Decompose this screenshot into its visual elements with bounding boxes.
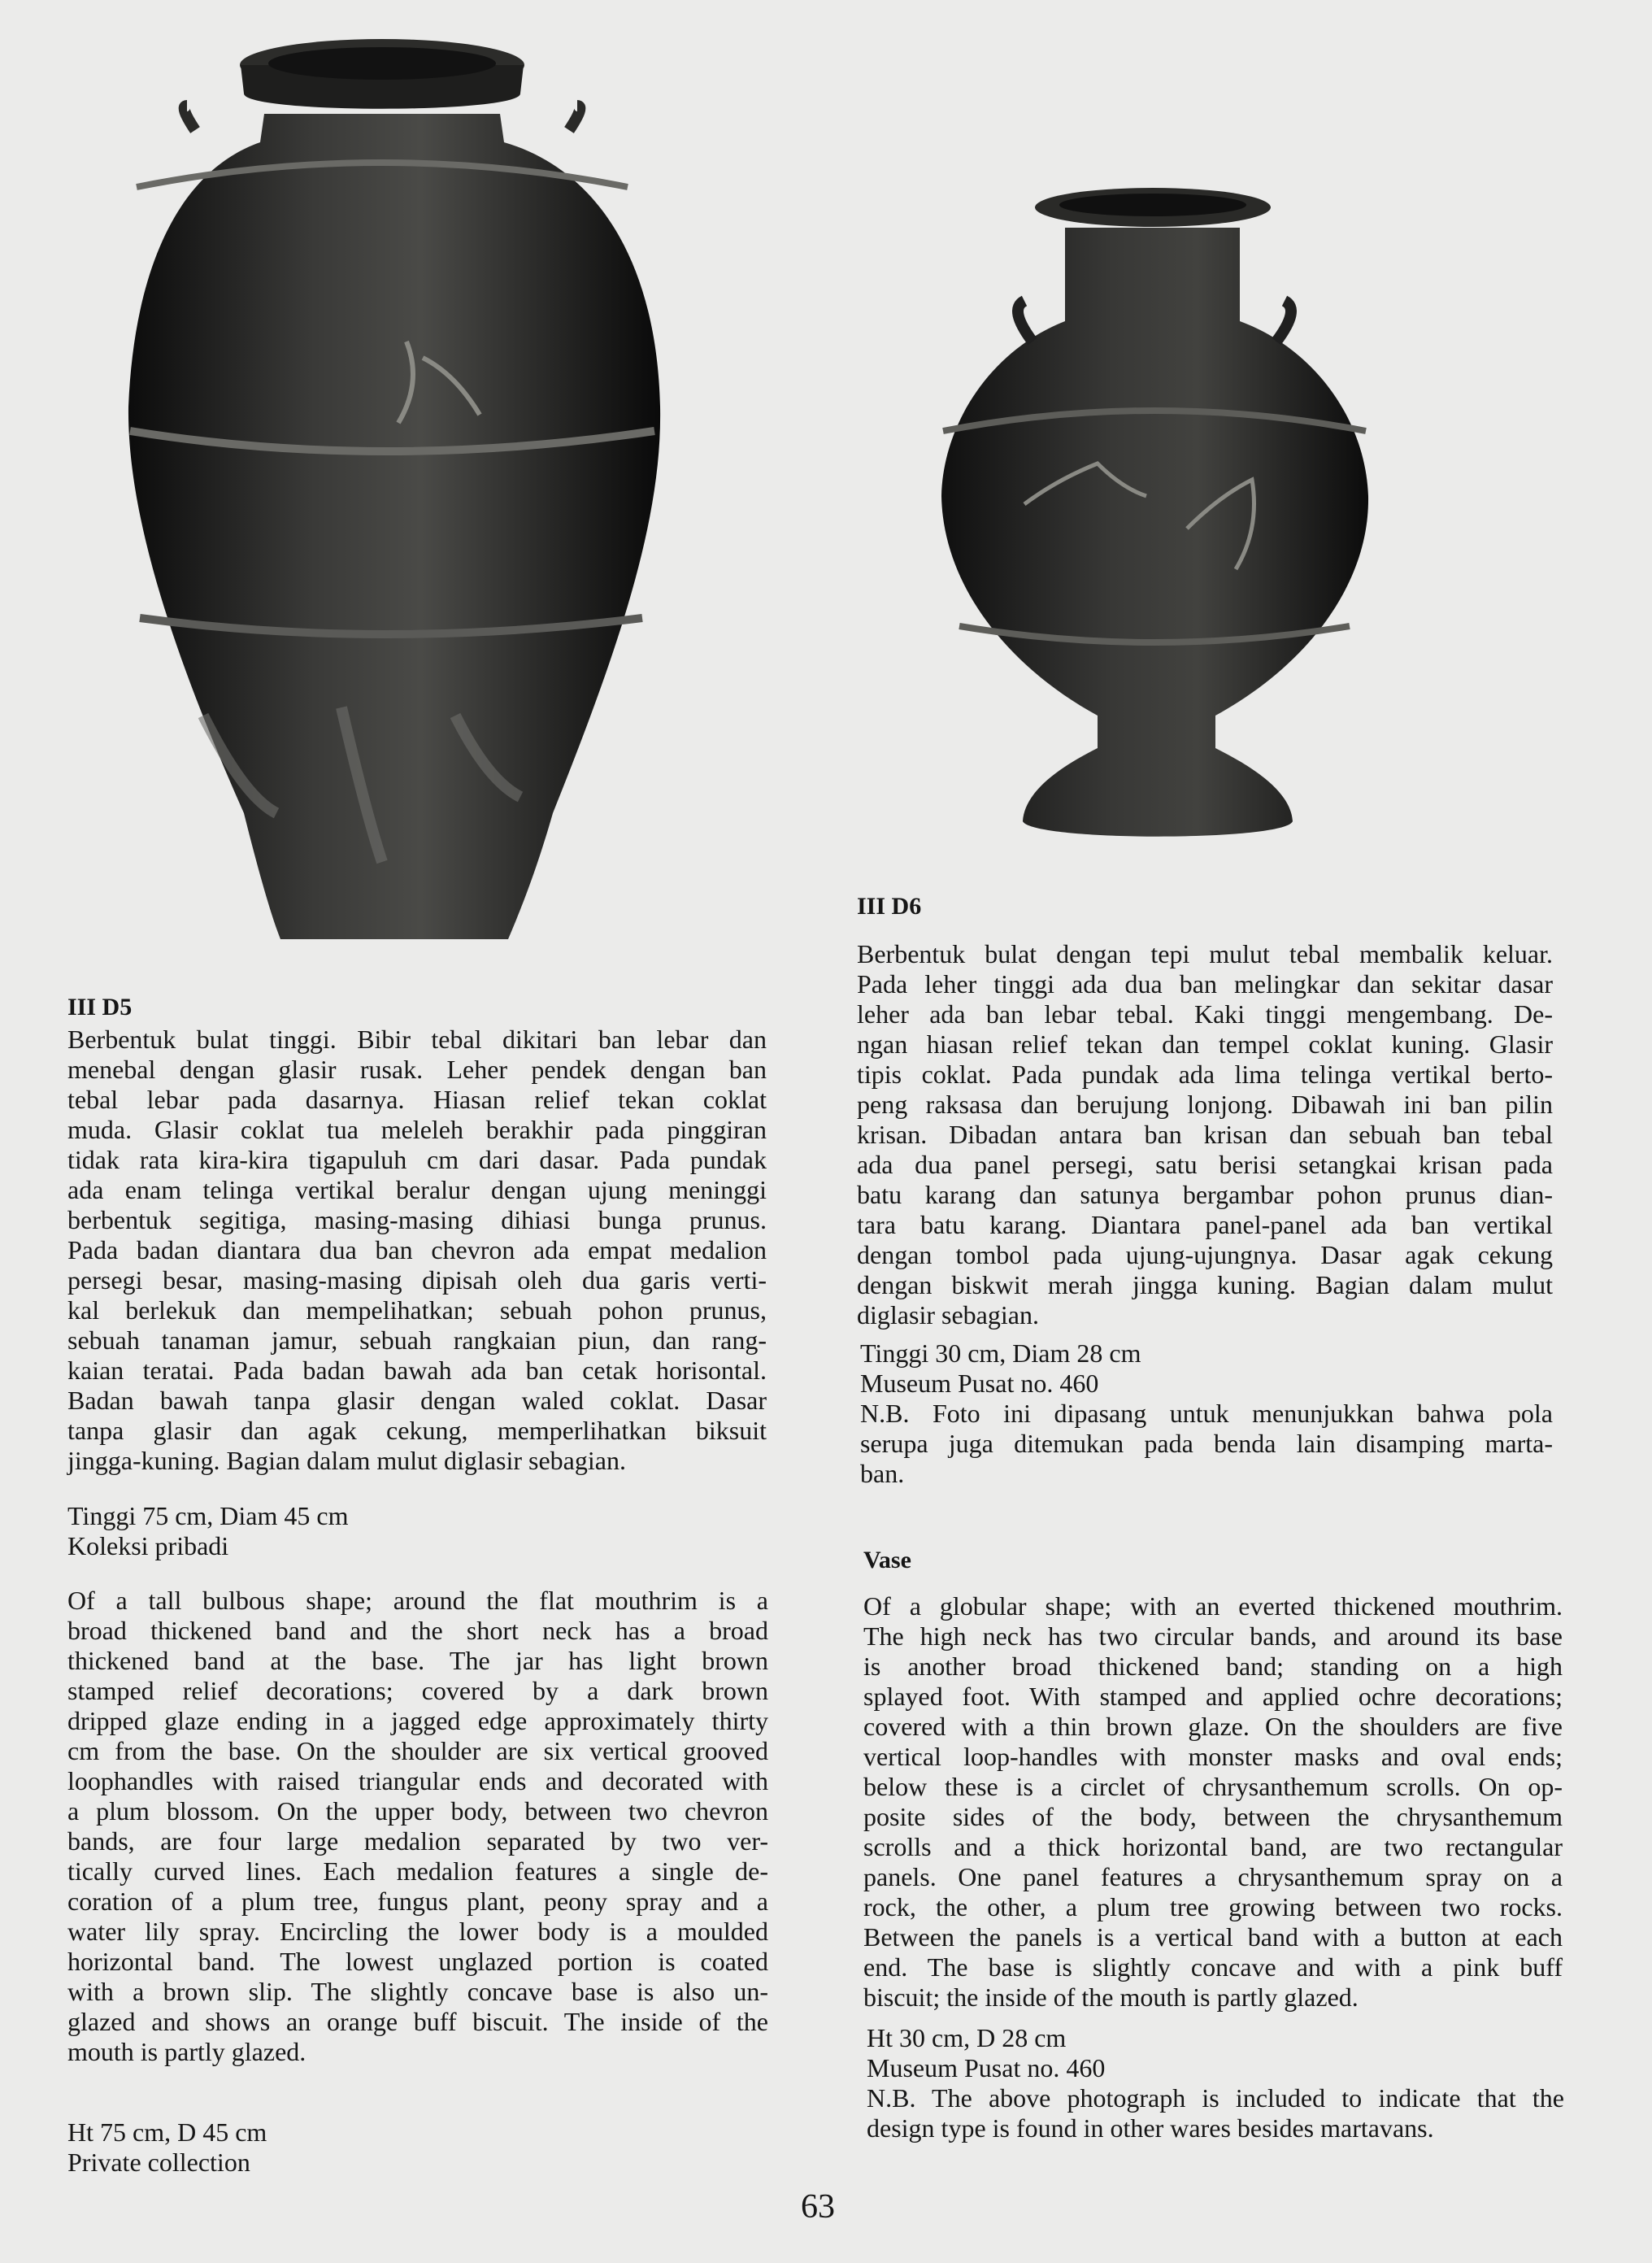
text-line: Of a globular shape; with an everted thickened mouthrim. (863, 1591, 1563, 1621)
dimensions-english-iii-d5 (67, 2117, 767, 2178)
dimensions-indonesian-iii-d5 (67, 1501, 767, 1561)
text-line: Between the panels is a vertical band with a button at each (863, 1922, 1563, 1952)
text-line: posite sides of the body, between the chrysanthemum (863, 1802, 1563, 1831)
text-line: Koleksi pribadi (67, 1531, 229, 1560)
description-indonesian-iii-d6 (857, 939, 1553, 1330)
text-line: jingga-kuning. Bagian dalam mulut diglasir sebagian. (67, 1446, 626, 1475)
text-line: Tinggi 75 cm, Diam 45 cm (67, 1501, 349, 1530)
text-line: kal berlekuk dan mempelihatkan; sebuah pohon prunus, (67, 1295, 767, 1325)
description-english-iii-d6 (863, 1591, 1563, 2013)
text-line: tipis coklat. Pada pundak ada lima telinga vertikal berto- (857, 1060, 1553, 1089)
text-line: scrolls and a thick horizontal band, are two rectangular (863, 1832, 1563, 1861)
description-english-iii-d5 (67, 1586, 768, 2067)
text-line: tanpa glasir dan agak cekung, memperlihatkan biksuit (67, 1416, 767, 1445)
text-line: Ht 30 cm, D 28 cm (867, 2023, 1067, 2052)
text-line: muda. Glasir coklat tua meleleh berakhir pada pinggiran (67, 1115, 767, 1144)
text-line: a plum blossom. On the upper body, between two chevron (67, 1796, 768, 1826)
text-line: design type is found in other wares besides martavans. (867, 2113, 1434, 2143)
text-line: ngan hiasan relief tekan dan tempel coklat kuning. Glasir (857, 1029, 1553, 1059)
text-line: tara batu karang. Diantara panel-panel ada ban vertikal (857, 1210, 1553, 1239)
text-line: ada dua panel persegi, satu berisi setangkai krisan pada (857, 1150, 1553, 1179)
text-line: rock, the other, a plum tree growing between two rocks. (863, 1892, 1563, 1921)
text-line: Berbentuk bulat tinggi. Bibir tebal dikitari ban lebar dan (67, 1025, 767, 1054)
text-line: below these is a circlet of chrysanthemum scrolls. On op- (863, 1772, 1563, 1801)
text-line: end. The base is slightly concave and with a pink buff (863, 1952, 1563, 1982)
text-line: krisan. Dibadan antara ban krisan dan sebuah ban tebal (857, 1120, 1553, 1149)
dimensions-indonesian-iii-d6 (860, 1338, 1551, 1399)
catalog-id-iii-d6: III D6 (857, 893, 922, 920)
text-line: Pada badan diantara dua ban chevron ada empat medalion (67, 1235, 767, 1264)
dimensions-english-iii-d6 (867, 2023, 1558, 2083)
text-line: dengan biskwit merah jingga kuning. Bagian dalam mulut (857, 1270, 1553, 1299)
text-line: batu karang dan satunya bergambar pohon prunus dian- (857, 1180, 1553, 1209)
text-line: kaian teratai. Pada badan bawah ada ban cetak horisontal. (67, 1356, 767, 1385)
text-line: Museum Pusat no. 460 (867, 2053, 1106, 2082)
text-line: covered with a thin brown glaze. On the shoulders are five (863, 1712, 1563, 1741)
text-line: dengan tombol pada ujung-ujungnya. Dasar agak cekung (857, 1240, 1553, 1269)
page-number: 63 (801, 2188, 835, 2226)
text-line: Tinggi 30 cm, Diam 28 cm (860, 1338, 1141, 1368)
text-line: N.B. The above photograph is included to indicate that the (867, 2083, 1564, 2113)
text-line: Private collection (67, 2148, 250, 2177)
text-line: dripped glaze ending in a jagged edge approximately thirty (67, 1706, 768, 1735)
text-line: splayed foot. With stamped and applied ochre decorations; (863, 1682, 1563, 1711)
text-line: Pada leher tinggi ada dua ban melingkar dan sekitar dasar (857, 969, 1553, 999)
text-line: water lily spray. Encircling the lower body is a moulded (67, 1917, 768, 1946)
text-line: Ht 75 cm, D 45 cm (67, 2117, 267, 2147)
text-line: tebal lebar pada dasarnya. Hiasan relief tekan coklat (67, 1085, 767, 1114)
note-indonesian-iii-d6 (860, 1399, 1553, 1489)
text-line: biscuit; the inside of the mouth is partly glazed. (863, 1982, 1359, 2012)
text-line: Badan bawah tanpa glasir dengan waled coklat. Dasar (67, 1386, 767, 1415)
text-line: N.B. Foto ini dipasang untuk menunjukkan bahwa pola (860, 1399, 1553, 1428)
text-line: cm from the base. On the shoulder are six vertical grooved (67, 1736, 768, 1765)
vase-photo-iii-d6 (941, 188, 1368, 837)
text-line: serupa juga ditemukan pada benda lain disamping marta- (860, 1429, 1553, 1458)
text-line: menebal dengan glasir rusak. Leher pendek dengan ban (67, 1055, 767, 1084)
text-line: with a brown slip. The slightly concave base is also un- (67, 1977, 768, 2006)
text-line: broad thickened band and the short neck has a broad (67, 1616, 768, 1645)
text-line: peng raksasa dan berujung lonjong. Dibawah ini ban pilin (857, 1090, 1553, 1119)
text-line: horizontal band. The lowest unglazed portion is coated (67, 1947, 768, 1976)
jar-and-vase-photographs (0, 0, 1652, 960)
text-line: Of a tall bulbous shape; around the flat mouthrim is a (67, 1586, 768, 1615)
text-line: Berbentuk bulat dengan tepi mulut tebal membalik keluar. (857, 939, 1553, 968)
text-line: tidak rata kira-kira tigapuluh cm dari dasar. Pada pundak (67, 1145, 767, 1174)
note-english-iii-d6 (867, 2083, 1564, 2143)
text-line: ban. (860, 1459, 905, 1488)
english-title-vase: Vase (863, 1547, 911, 1573)
catalog-id-iii-d5: III D5 (67, 994, 133, 1021)
text-line: The high neck has two circular bands, and around its base (863, 1621, 1563, 1651)
text-line: diglasir sebagian. (857, 1300, 1039, 1330)
text-line: berbentuk segitiga, masing-masing dihiasi bunga prunus. (67, 1205, 767, 1234)
text-line: ada enam telinga vertikal beralur dengan ujung meninggi (67, 1175, 767, 1204)
text-line: mouth is partly glazed. (67, 2037, 306, 2066)
text-line: loophandles with raised triangular ends and decorated with (67, 1766, 768, 1795)
text-line: Museum Pusat no. 460 (860, 1369, 1099, 1398)
text-line: glazed and shows an orange buff biscuit. The inside of the (67, 2007, 768, 2036)
text-line: panels. One panel features a chrysanthemum spray on a (863, 1862, 1563, 1891)
text-line: bands, are four large medalion separated by two ver- (67, 1826, 768, 1856)
description-indonesian-iii-d5 (67, 1025, 767, 1476)
text-line: is another broad thickened band; standing on a high (863, 1652, 1563, 1681)
text-line: coration of a plum tree, fungus plant, peony spray and a (67, 1887, 768, 1916)
text-line: sebuah tanaman jamur, sebuah rangkaian piun, dan rang- (67, 1325, 767, 1355)
text-line: leher ada ban lebar tebal. Kaki tinggi mengembang. De- (857, 999, 1553, 1029)
large-jar-photo-iii-d5 (128, 39, 660, 939)
text-line: stamped relief decorations; covered by a dark brown (67, 1676, 768, 1705)
text-line: persegi besar, masing-masing dipisah oleh dua garis verti- (67, 1265, 767, 1295)
text-line: tically curved lines. Each medalion features a single de- (67, 1856, 768, 1886)
text-line: vertical loop-handles with monster masks and oval ends; (863, 1742, 1563, 1771)
text-line: thickened band at the base. The jar has light brown (67, 1646, 768, 1675)
